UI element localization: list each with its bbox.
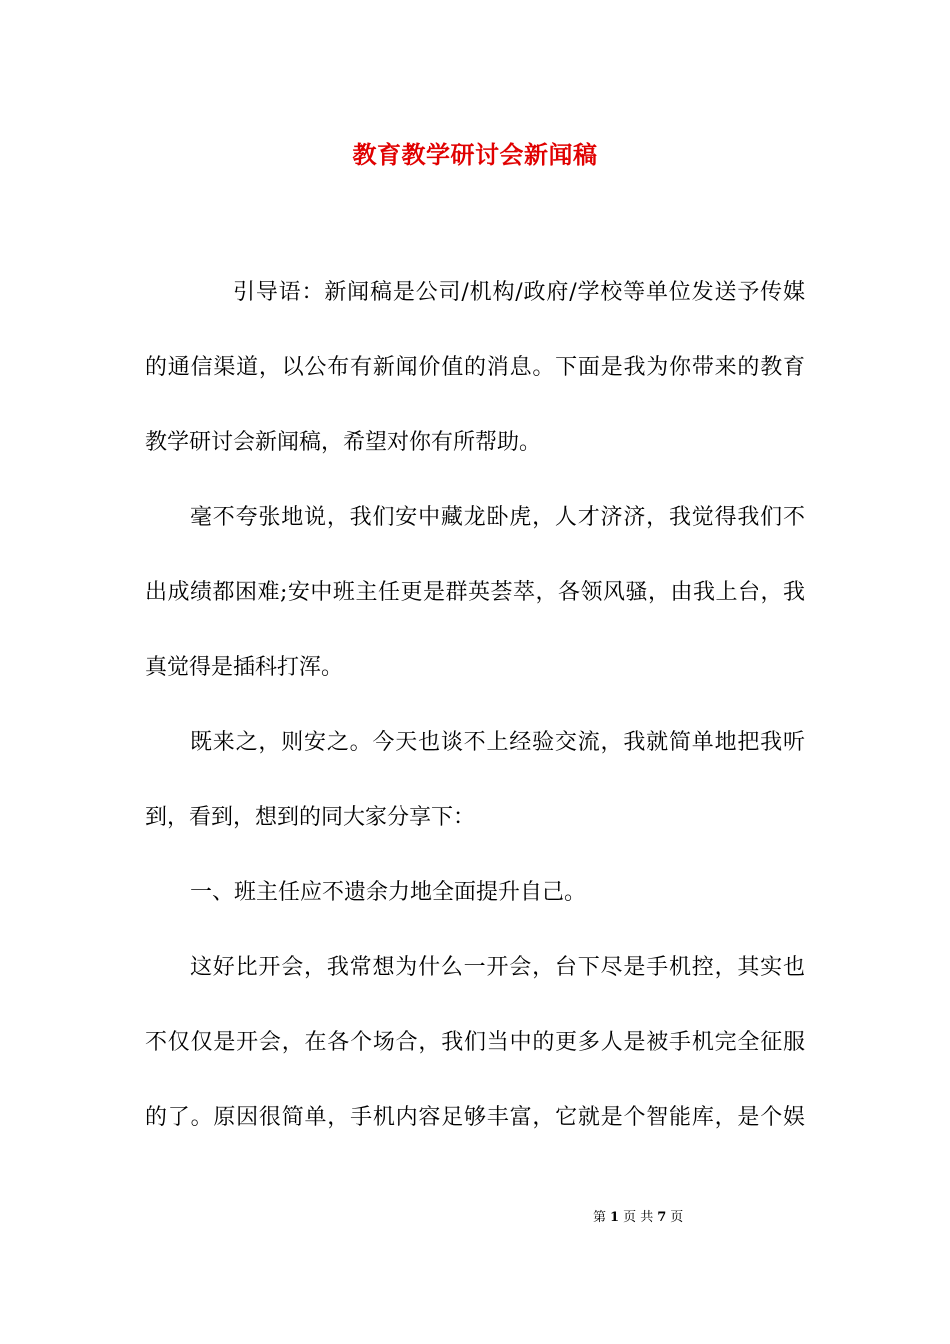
page-label-suffix: 页	[670, 1210, 684, 1225]
paragraph-line: 教学研讨会新闻稿，希望对你有所帮助。	[145, 430, 542, 455]
section-heading-1	[145, 855, 805, 930]
page-label-middle: 页 共	[623, 1210, 654, 1225]
paragraph-line: 的通信渠道，以公布有新闻价值的消息。下面是我为你带来的教育	[145, 355, 805, 380]
total-pages-number: 7	[657, 1210, 667, 1225]
paragraph-intro	[145, 255, 805, 480]
paragraph-line: 真觉得是插科打浑。	[145, 655, 344, 680]
paragraph-line: 出成绩都困难;安中班主任更是群英荟萃，各领风骚，由我上台，我	[145, 580, 805, 605]
document-body	[145, 255, 805, 1155]
paragraph-line: 这好比开会，我常想为什么一开会，台下尽是手机控，其实也	[190, 955, 805, 980]
document-title: 教育教学研讨会新闻稿	[352, 140, 598, 169]
paragraph-line: 既来之，则安之。今天也谈不上经验交流，我就简单地把我听	[190, 730, 805, 755]
paragraph-line: 的了。原因很简单，手机内容足够丰富，它就是个智能库，是个娱	[145, 1105, 805, 1130]
current-page-number: 1	[610, 1210, 620, 1225]
page-label-prefix: 第	[593, 1210, 607, 1225]
paragraph-3	[145, 705, 805, 855]
paragraph-line: 引导语：新闻稿是公司/机构/政府/学校等单位发送予传媒	[233, 280, 805, 305]
paragraph-line: 到，看到，想到的同大家分享下：	[145, 805, 476, 830]
paragraph-line: 一、班主任应不遗余力地全面提升自己。	[190, 880, 587, 905]
page-footer	[593, 1208, 687, 1228]
paragraph-2	[145, 480, 805, 705]
paragraph-line: 毫不夸张地说，我们安中藏龙卧虎，人才济济，我觉得我们不	[190, 505, 805, 530]
paragraph-5	[145, 930, 805, 1155]
paragraph-line: 不仅仅是开会，在各个场合，我们当中的更多人是被手机完全征服	[145, 1030, 805, 1055]
